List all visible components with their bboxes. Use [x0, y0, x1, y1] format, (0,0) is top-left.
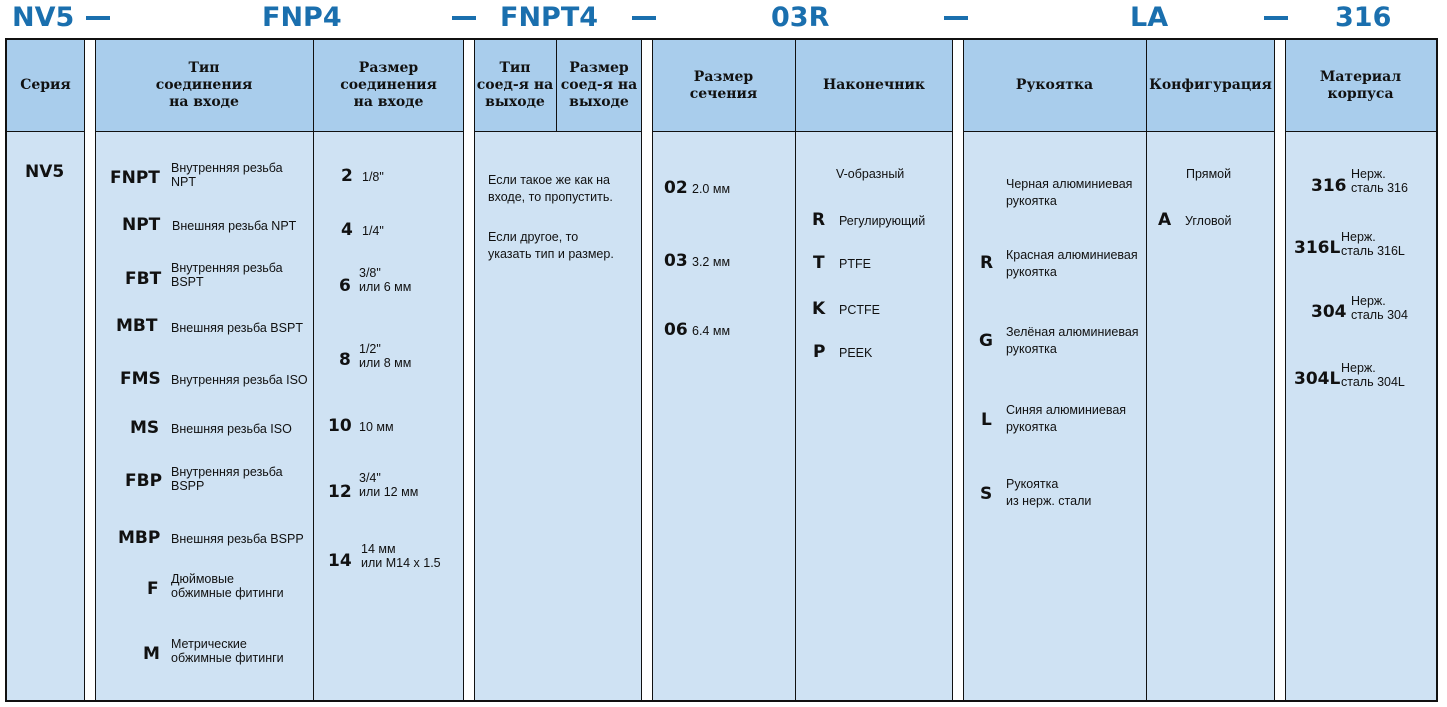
column-rule: [556, 40, 557, 132]
outlet-note-line: указать тип и размер.: [488, 247, 614, 261]
group-gap: [84, 40, 95, 700]
outlet-note-line: входе, то пропустить.: [488, 190, 613, 204]
inlet-size-code: 14: [328, 551, 352, 571]
column-rule: [313, 40, 314, 700]
header-section: Размер сечения: [652, 40, 795, 132]
material-code: 316: [1311, 176, 1347, 196]
tip-desc: PEEK: [839, 346, 873, 360]
handle-desc: Зелёная алюминиевая рукоятка: [1006, 325, 1139, 356]
column-rule: [1285, 40, 1286, 700]
inlet-type-code: FMS: [120, 369, 161, 389]
tip-code: T: [813, 253, 825, 273]
config-code: A: [1158, 210, 1172, 230]
inlet-size-code: 2: [341, 166, 353, 186]
handle-desc: Черная алюминиевая рукоятка: [1006, 177, 1133, 208]
header-series: Серия: [7, 40, 84, 132]
header-handle: Рукоятка: [963, 40, 1146, 132]
series-value: NV5: [25, 162, 65, 182]
config-desc: Угловой: [1185, 214, 1232, 228]
material-desc: Нерж. сталь 304L: [1341, 361, 1405, 389]
handle-desc: Рукоятка из нерж. стали: [1006, 477, 1092, 508]
group-gap: [463, 40, 474, 700]
code-dash: [452, 16, 476, 20]
column-rule: [795, 40, 796, 700]
column-rule: [641, 40, 642, 700]
inlet-size-desc: 1/4": [362, 224, 384, 238]
header-outlet-type: Тип соед-я на выходе: [474, 40, 556, 132]
section-desc: 3.2 мм: [692, 255, 731, 269]
inlet-type-desc: Метрические обжимные фитинги: [171, 637, 284, 665]
section-code: 03: [664, 251, 688, 271]
inlet-type-code: MBP: [118, 528, 161, 548]
inlet-type-desc: Внутренняя резьба NPT: [171, 161, 283, 189]
inlet-type-code: MS: [130, 418, 160, 438]
column-rule: [474, 40, 475, 700]
column-rule: [652, 40, 653, 700]
tip-code: P: [813, 342, 826, 362]
inlet-size-desc: 14 мм или M14 x 1.5: [361, 542, 441, 570]
code-inlet-type: FNP4: [262, 2, 342, 33]
group-gap: [952, 40, 963, 700]
inlet-type-code: MBT: [116, 316, 158, 336]
inlet-type-desc: Внутренняя резьба BSPP: [171, 465, 283, 493]
material-code: 304L: [1294, 369, 1341, 389]
tip-desc: PTFE: [839, 257, 871, 271]
inlet-type-code: FBP: [125, 471, 163, 491]
inlet-type-code: M: [143, 644, 160, 664]
handle-code: R: [980, 253, 994, 273]
inlet-size-desc: 1/8": [362, 170, 384, 184]
code-section-tip: 03R: [771, 2, 830, 33]
handle-code: L: [981, 410, 992, 430]
inlet-size-desc: 3/4" или 12 мм: [359, 471, 419, 499]
section-desc: 2.0 мм: [692, 182, 731, 196]
section-code: 06: [664, 320, 688, 340]
group-gap: [1274, 40, 1285, 700]
tip-desc: Регулирующий: [839, 214, 926, 228]
code-dash: [632, 16, 656, 20]
inlet-size-desc: 3/8" или 6 мм: [359, 266, 412, 294]
code-dash: [86, 16, 110, 20]
inlet-type-code: FBT: [125, 269, 162, 289]
outlet-note-line: Если такое же как на: [488, 173, 610, 187]
inlet-type-desc: Внешняя резьба BSPP: [171, 532, 304, 546]
inlet-type-code: F: [147, 579, 159, 599]
tip-desc: PCTFE: [839, 303, 880, 317]
code-dash: [944, 16, 968, 20]
inlet-size-desc: 10 мм: [359, 420, 394, 434]
inlet-type-desc: Дюймовые обжимные фитинги: [171, 572, 284, 600]
header-tip: Наконечник: [796, 40, 952, 132]
handle-code: G: [979, 331, 993, 351]
inlet-type-desc: Внешняя резьба ISO: [171, 422, 292, 436]
column-rule: [463, 40, 464, 700]
inlet-size-desc: 1/2" или 8 мм: [359, 342, 412, 370]
group-gap: [641, 40, 652, 700]
code-series: NV5: [12, 2, 75, 33]
section-desc: 6.4 мм: [692, 324, 731, 338]
column-rule: [84, 40, 85, 700]
inlet-type-code: FNPT: [110, 168, 160, 188]
material-desc: Нерж. сталь 304: [1351, 294, 1408, 322]
tip-code: K: [812, 299, 826, 319]
inlet-size-code: 12: [328, 482, 352, 502]
header-material: Материал корпуса: [1285, 40, 1436, 132]
inlet-size-code: 6: [339, 276, 351, 296]
column-rule: [952, 40, 953, 700]
column-rule: [1274, 40, 1275, 700]
tip-desc: V-образный: [836, 167, 905, 181]
code-material: 316: [1335, 2, 1392, 33]
code-handle-config: LA: [1130, 2, 1169, 33]
handle-desc: Красная алюминиевая рукоятка: [1006, 248, 1138, 279]
column-rule: [95, 40, 96, 700]
config-desc: Прямой: [1186, 167, 1232, 181]
code-outlet: FNPT4: [500, 2, 599, 33]
header-inlet-type: Тип соединения на входе: [95, 40, 313, 132]
inlet-type-desc: Внутренняя резьба ISO: [171, 373, 308, 387]
ordering-table: [5, 38, 1438, 702]
handle-code: S: [980, 484, 993, 504]
header-outlet-size: Размер соед-я на выходе: [557, 40, 641, 132]
handle-desc: Синяя алюминиевая рукоятка: [1006, 403, 1127, 434]
header-inlet-size: Размер соединения на входе: [314, 40, 463, 132]
inlet-type-desc: Внешняя резьба BSPT: [171, 321, 303, 335]
inlet-type-code: NPT: [122, 215, 161, 235]
header-config: Конфигурация: [1147, 40, 1274, 132]
section-code: 02: [664, 178, 688, 198]
inlet-type-desc: Внешняя резьба NPT: [172, 219, 297, 233]
material-desc: Нерж. сталь 316: [1351, 167, 1408, 195]
code-dash: [1264, 16, 1288, 20]
inlet-type-desc: Внутренняя резьба BSPT: [171, 261, 283, 289]
tip-code: R: [812, 210, 826, 230]
inlet-size-code: 4: [341, 220, 353, 240]
material-code: 316L: [1294, 238, 1341, 258]
inlet-size-code: 8: [339, 350, 351, 370]
inlet-size-code: 10: [328, 416, 352, 436]
material-code: 304: [1311, 302, 1347, 322]
material-desc: Нерж. сталь 316L: [1341, 230, 1405, 258]
column-rule: [963, 40, 964, 700]
column-rule: [1146, 40, 1147, 700]
outlet-note-line: Если другое, то: [488, 230, 579, 244]
